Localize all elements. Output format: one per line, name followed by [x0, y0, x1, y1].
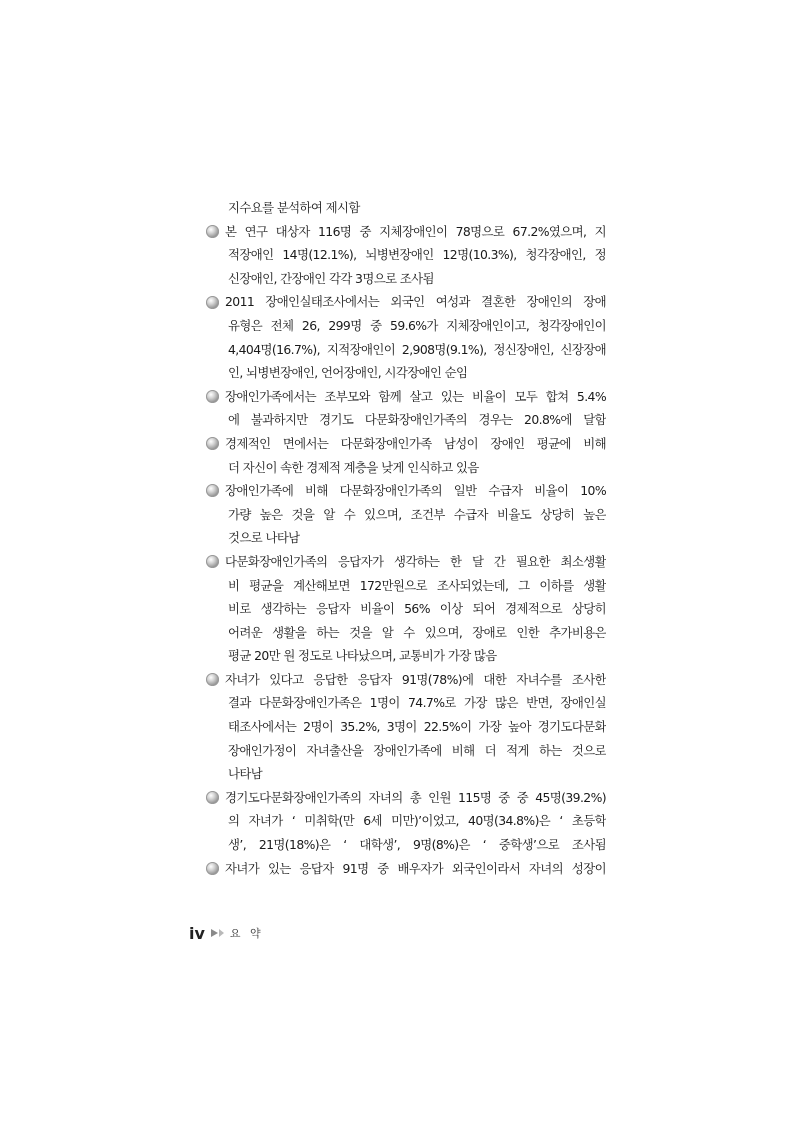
body-line: 장애인가족에 비해 다문화장애인가족의 일반 수급자 비율이 10%: [225, 483, 606, 499]
body-line: 비 평균을 계산해보면 172만원으로 조사되었는데, 그 이하를 생활: [228, 577, 606, 593]
body-line: 나타남: [228, 766, 263, 782]
bullet-line: [206, 385, 606, 409]
body-line: 경제적인 면에서는 다문화장애인가족 남성이 장애인 평균에 비해: [225, 435, 606, 451]
body-line: 평균 20만 원 정도로 나타났으며, 교통비가 가장 많음: [228, 648, 497, 664]
body-line: 가량 높은 것을 알 수 있으며, 조건부 수급자 비율도 상당히 높은: [228, 506, 606, 522]
body-line: 더 자신이 속한 경제적 계층을 낮게 인식하고 있음: [228, 459, 479, 475]
bullet-line: [206, 290, 606, 314]
body-line: 유형은 전체 26, 299명 중 59.6%가 지체장애인이고, 청각장애인이: [228, 317, 606, 333]
page-number: iv: [189, 923, 205, 943]
body-line: 4,404명(16.7%), 지적장애인이 2,908명(9.1%), 정신장애인, 신장장애: [228, 341, 606, 357]
body-line: 생’, 21명(18%)은 ‘ 대학생’, 9명(8%)은 ‘ 중학생’으로 조사됨: [228, 837, 606, 853]
body-line: 자녀가 있다고 응답한 응답자 91명(78%)에 대한 자녀수를 조사한: [225, 671, 606, 687]
body-line: 지수요를 분석하여 제시함: [228, 200, 360, 215]
bullet-icon: [206, 296, 219, 309]
body-line: 2011 장애인실태조사에서는 외국인 여성과 결혼한 장애인의 장애: [225, 294, 606, 310]
bullet-line: [206, 857, 606, 881]
body-line: 에 불과하지만 경기도 다문화장애인가족의 경우는 20.8%에 달함: [228, 412, 606, 428]
summary-text-block: [206, 196, 606, 880]
body-line: 다문화장애인가족의 응답자가 생각하는 한 달 간 필요한 최소생활: [225, 553, 606, 569]
page-footer: [189, 921, 264, 945]
body-line: 비로 생각하는 응답자 비율이 56% 이상 되어 경제적으로 상당히: [228, 601, 606, 617]
bullet-line: [206, 668, 606, 692]
bullet-icon: [206, 555, 219, 568]
bullet-icon: [206, 484, 219, 497]
bullet-icon: [206, 390, 219, 403]
bullet-line: [206, 550, 606, 574]
bullet-line: [206, 479, 606, 503]
double-triangle-arrow-icon: [211, 929, 224, 937]
body-line: 태조사에서는 2명이 35.2%, 3명이 22.5%이 가장 높아 경기도다문화: [228, 719, 606, 735]
body-line: 인, 뇌병변장애인, 언어장애인, 시각장애인 순임: [228, 365, 468, 381]
body-line: 경기도다문화장애인가족의 자녀의 총 인원 115명 중 중 45명(39.2%): [225, 789, 606, 805]
body-line: 어려운 생활을 하는 것을 알 수 있으며, 장애로 인한 추가비용은: [228, 624, 606, 640]
bullet-icon: [206, 225, 219, 238]
bullet-line: [206, 786, 606, 810]
body-line: 신장애인, 간장애인 각각 3명으로 조사됨: [228, 270, 434, 286]
body-line: 의 자녀가 ‘ 미취학(만 6세 미만)’이었고, 40명(34.8%)은 ‘ 초등학: [228, 813, 606, 829]
body-line: 본 연구 대상자 116명 중 지체장애인이 78명으로 67.2%였으며, 지: [225, 223, 606, 239]
section-label: 요 약: [229, 927, 264, 940]
bullet-icon: [206, 673, 219, 686]
body-line: 장애인가족에서는 조부모와 함께 살고 있는 비율이 모두 합쳐 5.4%: [225, 388, 606, 404]
bullet-line: [206, 220, 606, 244]
body-line: 적장애인 14명(12.1%), 뇌병변장애인 12명(10.3%), 청각장애인, 정: [228, 247, 606, 263]
bullet-line: [206, 432, 606, 456]
body-line: 장애인가정이 자녀출산을 장애인가족에 비해 더 적게 하는 것으로: [228, 742, 606, 758]
bullet-icon: [206, 437, 219, 450]
body-line: 자녀가 있는 응답자 91명 중 배우자가 외국인이라서 자녀의 성장이: [225, 860, 606, 876]
body-line: 것으로 나타남: [228, 530, 300, 546]
bullet-icon: [206, 791, 219, 804]
bullet-icon: [206, 862, 219, 875]
body-line: 결과 다문화장애인가족은 1명이 74.7%로 가장 많은 반면, 장애인실: [228, 695, 606, 711]
